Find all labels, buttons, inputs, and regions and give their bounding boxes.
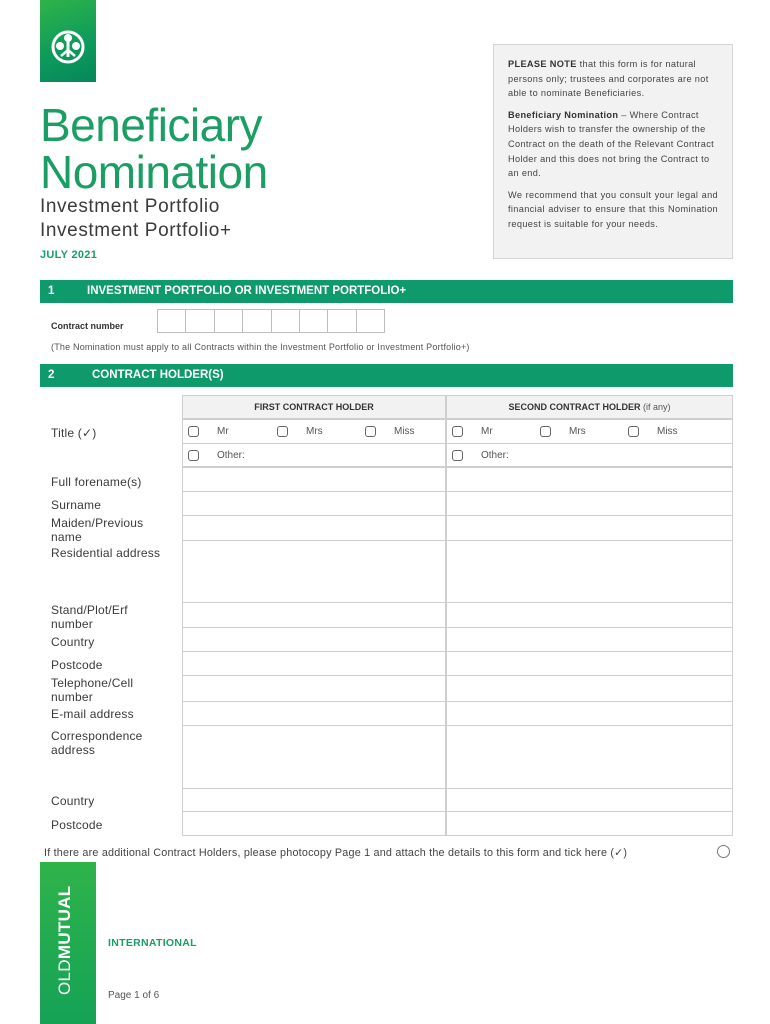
- second-stand-number-input[interactable]: [446, 602, 733, 628]
- section-1-header: [40, 280, 733, 303]
- second-holder-label: SECOND CONTRACT HOLDER: [508, 402, 641, 412]
- correspondence-address-label: [51, 729, 143, 757]
- second-mrs-option[interactable]: [540, 426, 586, 437]
- brand-wordmark: [55, 886, 75, 995]
- second-postcode-input[interactable]: [446, 651, 733, 676]
- subtitle-line-2: Investment Portfolio+: [40, 220, 232, 241]
- additional-holders-checkbox[interactable]: [717, 845, 730, 858]
- additional-holders-note: If there are additional Contract Holders, please photocopy Page 1 and attach the details to this form and tick here (✓): [44, 847, 628, 859]
- note-paragraph-1: [508, 57, 718, 101]
- correspondence-label-line-1: Correspondence: [51, 729, 143, 743]
- note-text-2: – Where Contract Holders wish to transfer the ownership of the Contract on the death of the Relevant Contract Holder and this does not bring the Contract to an end.: [508, 109, 715, 179]
- first-other-option[interactable]: [188, 450, 245, 461]
- telephone-label-line-2: number: [51, 690, 93, 704]
- stand-number-label: [51, 603, 128, 631]
- page-number: Page 1 of 6: [108, 990, 160, 1001]
- first-email-input[interactable]: [182, 701, 446, 726]
- second-mr-option[interactable]: [452, 426, 493, 437]
- contract-number-field[interactable]: [157, 309, 384, 333]
- contract-number-note: (The Nomination must apply to all Contracts within the Investment Portfolio or Investment Portfolio+): [51, 342, 470, 352]
- note-paragraph-3: We recommend that you consult your legal and financial adviser to ensure that this Nomination request is suitable for your needs.: [508, 189, 718, 229]
- section-1-number: 1: [48, 285, 55, 297]
- title-line-1: Beneficiary: [40, 99, 263, 151]
- option-label: Mr: [217, 426, 229, 437]
- checkbox-icon[interactable]: [452, 426, 463, 437]
- second-country-input[interactable]: [446, 627, 733, 652]
- form-date: JULY 2021: [40, 249, 98, 261]
- contract-number-digit-box[interactable]: [242, 309, 271, 333]
- first-correspondence-postcode-input[interactable]: [182, 811, 446, 836]
- option-label: Other:: [217, 450, 245, 461]
- maiden-name-label-line-1: Maiden/Previous: [51, 516, 144, 530]
- maiden-name-label: [51, 516, 143, 544]
- checkbox-icon[interactable]: [628, 426, 639, 437]
- second-forenames-input[interactable]: [446, 467, 733, 492]
- old-mutual-tree-icon: [47, 26, 89, 68]
- second-correspondence-postcode-input[interactable]: [446, 811, 733, 836]
- note-paragraph-2: [508, 108, 718, 181]
- correspondence-postcode-label: Postcode: [51, 818, 103, 832]
- first-miss-option[interactable]: [365, 426, 415, 437]
- option-label: Mr: [481, 426, 493, 437]
- forenames-label: Full forename(s): [51, 475, 142, 489]
- first-mrs-option[interactable]: [277, 426, 323, 437]
- second-maiden-name-input[interactable]: [446, 515, 733, 541]
- checkbox-icon[interactable]: [540, 426, 551, 437]
- checkbox-icon[interactable]: [365, 426, 376, 437]
- telephone-label: [51, 676, 133, 704]
- first-correspondence-address-input[interactable]: [182, 725, 446, 789]
- note-bold-1: PLEASE NOTE: [508, 59, 577, 69]
- option-label: Miss: [394, 426, 415, 437]
- first-telephone-input[interactable]: [182, 675, 446, 702]
- logo-tab: [40, 0, 96, 82]
- first-country-input[interactable]: [182, 627, 446, 652]
- option-label: Other:: [481, 450, 509, 461]
- page-title: [40, 99, 268, 198]
- stand-number-label-line-2: number: [51, 617, 93, 631]
- correspondence-country-label: Country: [51, 794, 95, 808]
- first-mr-option[interactable]: [188, 426, 229, 437]
- first-forenames-input[interactable]: [182, 467, 446, 492]
- second-miss-option[interactable]: [628, 426, 678, 437]
- first-surname-input[interactable]: [182, 491, 446, 516]
- note-bold-2: Beneficiary Nomination: [508, 109, 619, 120]
- contract-number-digit-box[interactable]: [214, 309, 243, 333]
- first-correspondence-country-input[interactable]: [182, 788, 446, 812]
- postcode-label: Postcode: [51, 658, 103, 672]
- second-email-input[interactable]: [446, 701, 733, 726]
- second-holder-column-header: [446, 395, 733, 419]
- option-label: Mrs: [569, 426, 586, 437]
- second-telephone-input[interactable]: [446, 675, 733, 702]
- note-text-1: that this form is for natural persons only; trustees and corporates are not able to nominate Beneficiaries.: [508, 59, 709, 99]
- second-correspondence-address-input[interactable]: [446, 725, 733, 789]
- brand-word-old: OLD: [55, 959, 74, 995]
- title-row-label: Title (✓): [51, 426, 97, 440]
- first-maiden-name-input[interactable]: [182, 515, 446, 541]
- first-residential-address-input[interactable]: [182, 540, 446, 603]
- second-residential-address-input[interactable]: [446, 540, 733, 603]
- surname-label: Surname: [51, 498, 102, 512]
- residential-address-label: Residential address: [51, 546, 161, 560]
- checkbox-icon[interactable]: [188, 450, 199, 461]
- option-label: Miss: [657, 426, 678, 437]
- second-holder-suffix: (if any): [640, 402, 671, 412]
- title-line-2: Nomination: [40, 146, 268, 198]
- section-1-title: INVESTMENT PORTFOLIO OR INVESTMENT PORTFOLIO+: [87, 285, 407, 297]
- contract-number-digit-box[interactable]: [356, 309, 385, 333]
- stand-number-label-line-1: Stand/Plot/Erf: [51, 603, 128, 617]
- note-box: [493, 44, 733, 259]
- brand-word-mutual: MUTUAL: [55, 885, 74, 960]
- checkbox-icon[interactable]: [188, 426, 199, 437]
- second-surname-input[interactable]: [446, 491, 733, 516]
- section-2-number: 2: [48, 369, 55, 381]
- subtitle-line-1: Investment Portfolio: [40, 196, 220, 217]
- checkbox-icon[interactable]: [452, 450, 463, 461]
- first-holder-column-header: [182, 395, 446, 419]
- second-correspondence-country-input[interactable]: [446, 788, 733, 812]
- country-label: Country: [51, 635, 95, 649]
- contract-number-digit-box[interactable]: [185, 309, 214, 333]
- brand-international: INTERNATIONAL: [108, 937, 197, 949]
- first-postcode-input[interactable]: [182, 651, 446, 676]
- second-other-option[interactable]: [452, 450, 509, 461]
- email-label: E-mail address: [51, 707, 134, 721]
- contract-number-digit-box[interactable]: [271, 309, 300, 333]
- section-2-header: [40, 364, 733, 387]
- contract-number-digit-box[interactable]: [157, 309, 186, 333]
- checkbox-icon[interactable]: [277, 426, 288, 437]
- telephone-label-line-1: Telephone/Cell: [51, 676, 134, 690]
- contract-number-digit-box[interactable]: [299, 309, 328, 333]
- first-stand-number-input[interactable]: [182, 602, 446, 628]
- maiden-name-label-line-2: name: [51, 530, 82, 544]
- contract-number-digit-box[interactable]: [327, 309, 356, 333]
- section-2-title: CONTRACT HOLDER(S): [92, 369, 224, 381]
- correspondence-label-line-2: address: [51, 743, 96, 757]
- option-label: Mrs: [306, 426, 323, 437]
- contract-number-label: Contract number: [51, 321, 124, 331]
- first-holder-label: FIRST CONTRACT HOLDER: [254, 402, 374, 412]
